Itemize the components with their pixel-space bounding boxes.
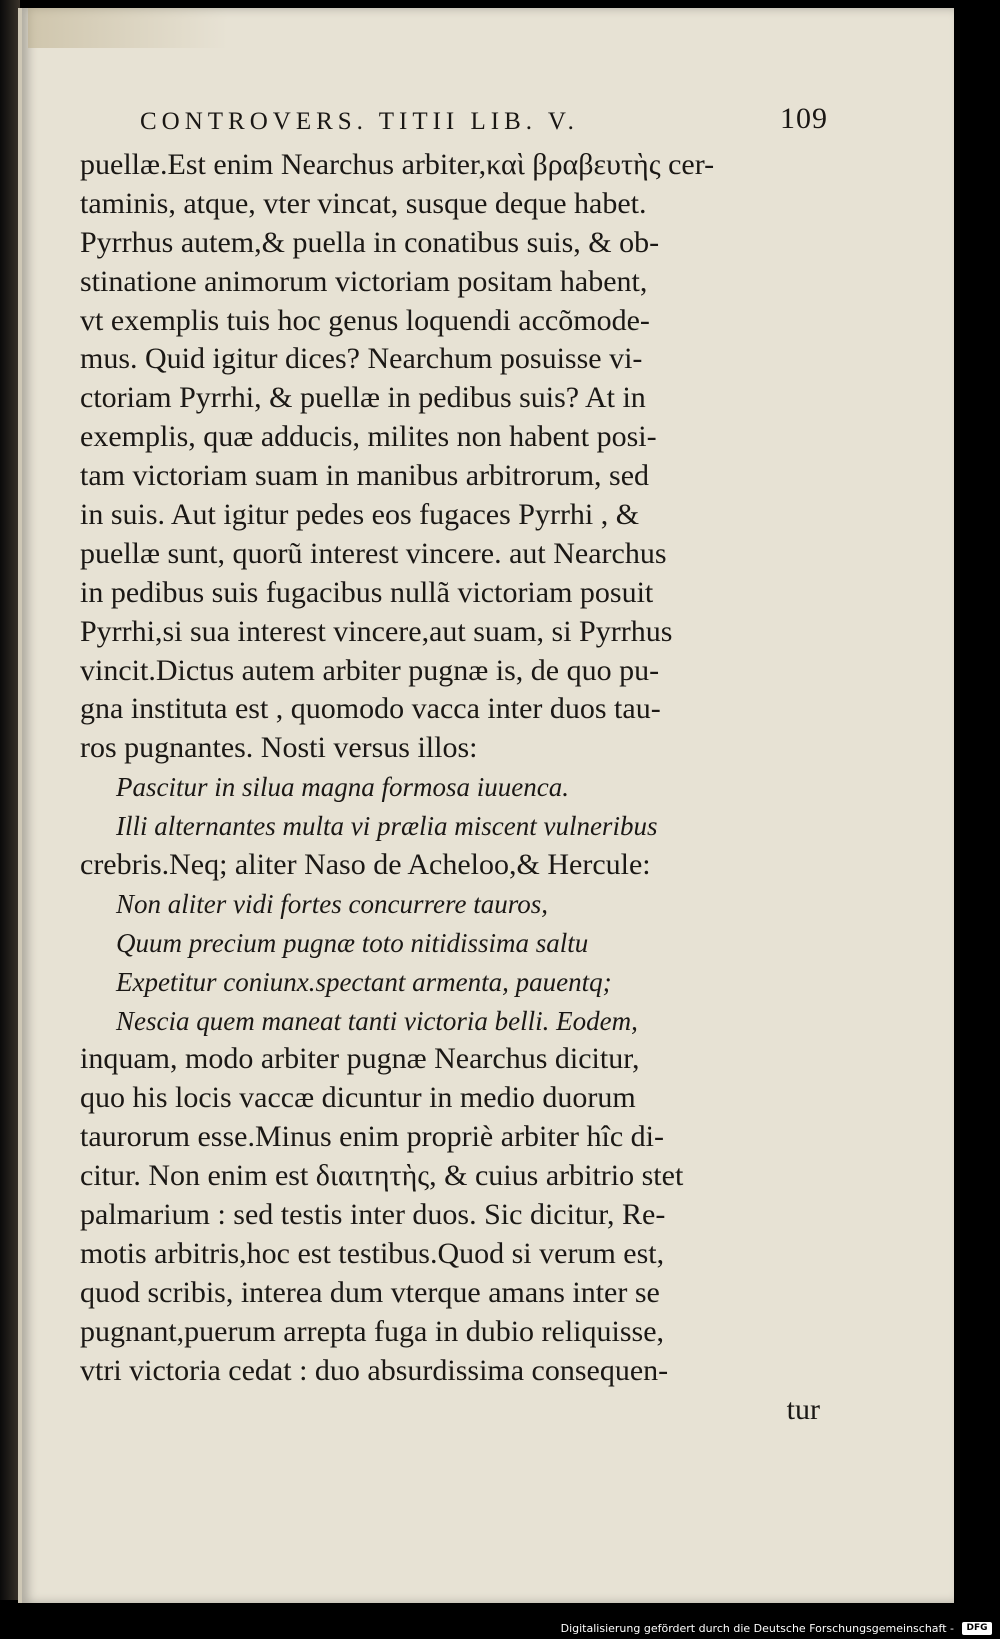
main-text xyxy=(80,146,820,1429)
text-line: quod scribis, interea dum vterque amans inter se xyxy=(80,1275,660,1309)
verse-line: Expetitur coniunx.spectant armenta, pauentq; xyxy=(116,966,612,997)
text-line: ros pugnantes. Nosti versus illos: xyxy=(80,731,478,765)
text-line: Pyrrhus autem,& puella in conatibus suis, & ob- xyxy=(80,225,660,259)
text-line: palmarium : sed testis inter duos. Sic dicitur, Re- xyxy=(80,1198,666,1232)
text-line: crebris.Neq; aliter Naso de Acheloo,& Hercule: xyxy=(80,848,651,882)
text-line: puellæ.Est enim Nearchus arbiter,καὶ βραβευτὴς cer- xyxy=(80,148,715,181)
text-line: mus. Quid igitur dices? Nearchum posuisse vi- xyxy=(80,342,643,376)
text-line: vtri victoria cedat : duo absurdissima consequen- xyxy=(80,1353,669,1387)
verse-line: Illi alternantes multa vi prælia miscent vulneribus xyxy=(116,811,658,842)
text-line: inquam, modo arbiter pugnæ Nearchus dicitur, xyxy=(80,1042,640,1076)
book-page xyxy=(18,8,954,1603)
digitization-footer xyxy=(0,1619,1000,1639)
catchword: tur xyxy=(786,1392,820,1426)
text-line: taminis, atque, vter vincat, susque deque habet. xyxy=(80,186,647,220)
text-line: Pyrrhi,si sua interest vincere,aut suam, si Pyrrhus xyxy=(80,614,673,648)
text-line: vt exemplis tuis hoc genus loquendi accõmode- xyxy=(80,303,650,337)
text-line: puellæ sunt, quorũ interest vincere. aut Nearchus xyxy=(80,536,667,570)
verse-line: Non aliter vidi fortes concurrere tauros, xyxy=(116,888,548,919)
text-line: taurorum esse.Minus enim propriè arbiter hîc di- xyxy=(80,1120,665,1154)
funding-credit: Digitalisierung gefördert durch die Deutsche Forschungsgemeinschaft - xyxy=(560,1622,954,1635)
text-line: in pedibus suis fugacibus nullã victoriam posuit xyxy=(80,575,654,609)
text-line: gna instituta est , quomodo vacca inter duos tau- xyxy=(80,692,661,726)
text-line: citur. Non enim est διαιτητὴς, & cuius arbitrio stet xyxy=(80,1159,684,1193)
text-line: pugnant,puerum arrepta fuga in dubio reliquisse, xyxy=(80,1314,665,1348)
text-line: motis arbitris,hoc est testibus.Quod si verum est, xyxy=(80,1236,665,1270)
dfg-logo: DFG xyxy=(962,1622,992,1635)
running-head xyxy=(140,102,840,148)
text-line: vincit.Dictus autem arbiter pugnæ is, de quo pu- xyxy=(80,653,660,687)
text-line: quo his locis vaccæ dicuntur in medio duorum xyxy=(80,1081,636,1115)
verse-line: Nescia quem maneat tanti victoria belli. Eodem, xyxy=(116,1005,638,1036)
text-line: tam victoriam suam in manibus arbitrorum, sed xyxy=(80,459,650,493)
paper-stain xyxy=(28,8,228,48)
scan-edge-shadow xyxy=(0,0,20,1600)
running-title: CONTROVERS. TITII LIB. V. xyxy=(140,108,579,135)
text-line: in suis. Aut igitur pedes eos fugaces Pyrrhi , & xyxy=(80,498,640,532)
text-line: exemplis, quæ adducis, milites non habent posi- xyxy=(80,420,657,454)
text-line: ctoriam Pyrrhi, & puellæ in pedibus suis? At in xyxy=(80,381,646,415)
verse-line: Quum precium pugnæ toto nitidissima saltu xyxy=(116,927,589,958)
page-number: 109 xyxy=(780,102,828,135)
verse-line: Pascitur in silua magna formosa iuuenca. xyxy=(116,772,569,803)
text-line: stinatione animorum victoriam positam habent, xyxy=(80,264,648,298)
